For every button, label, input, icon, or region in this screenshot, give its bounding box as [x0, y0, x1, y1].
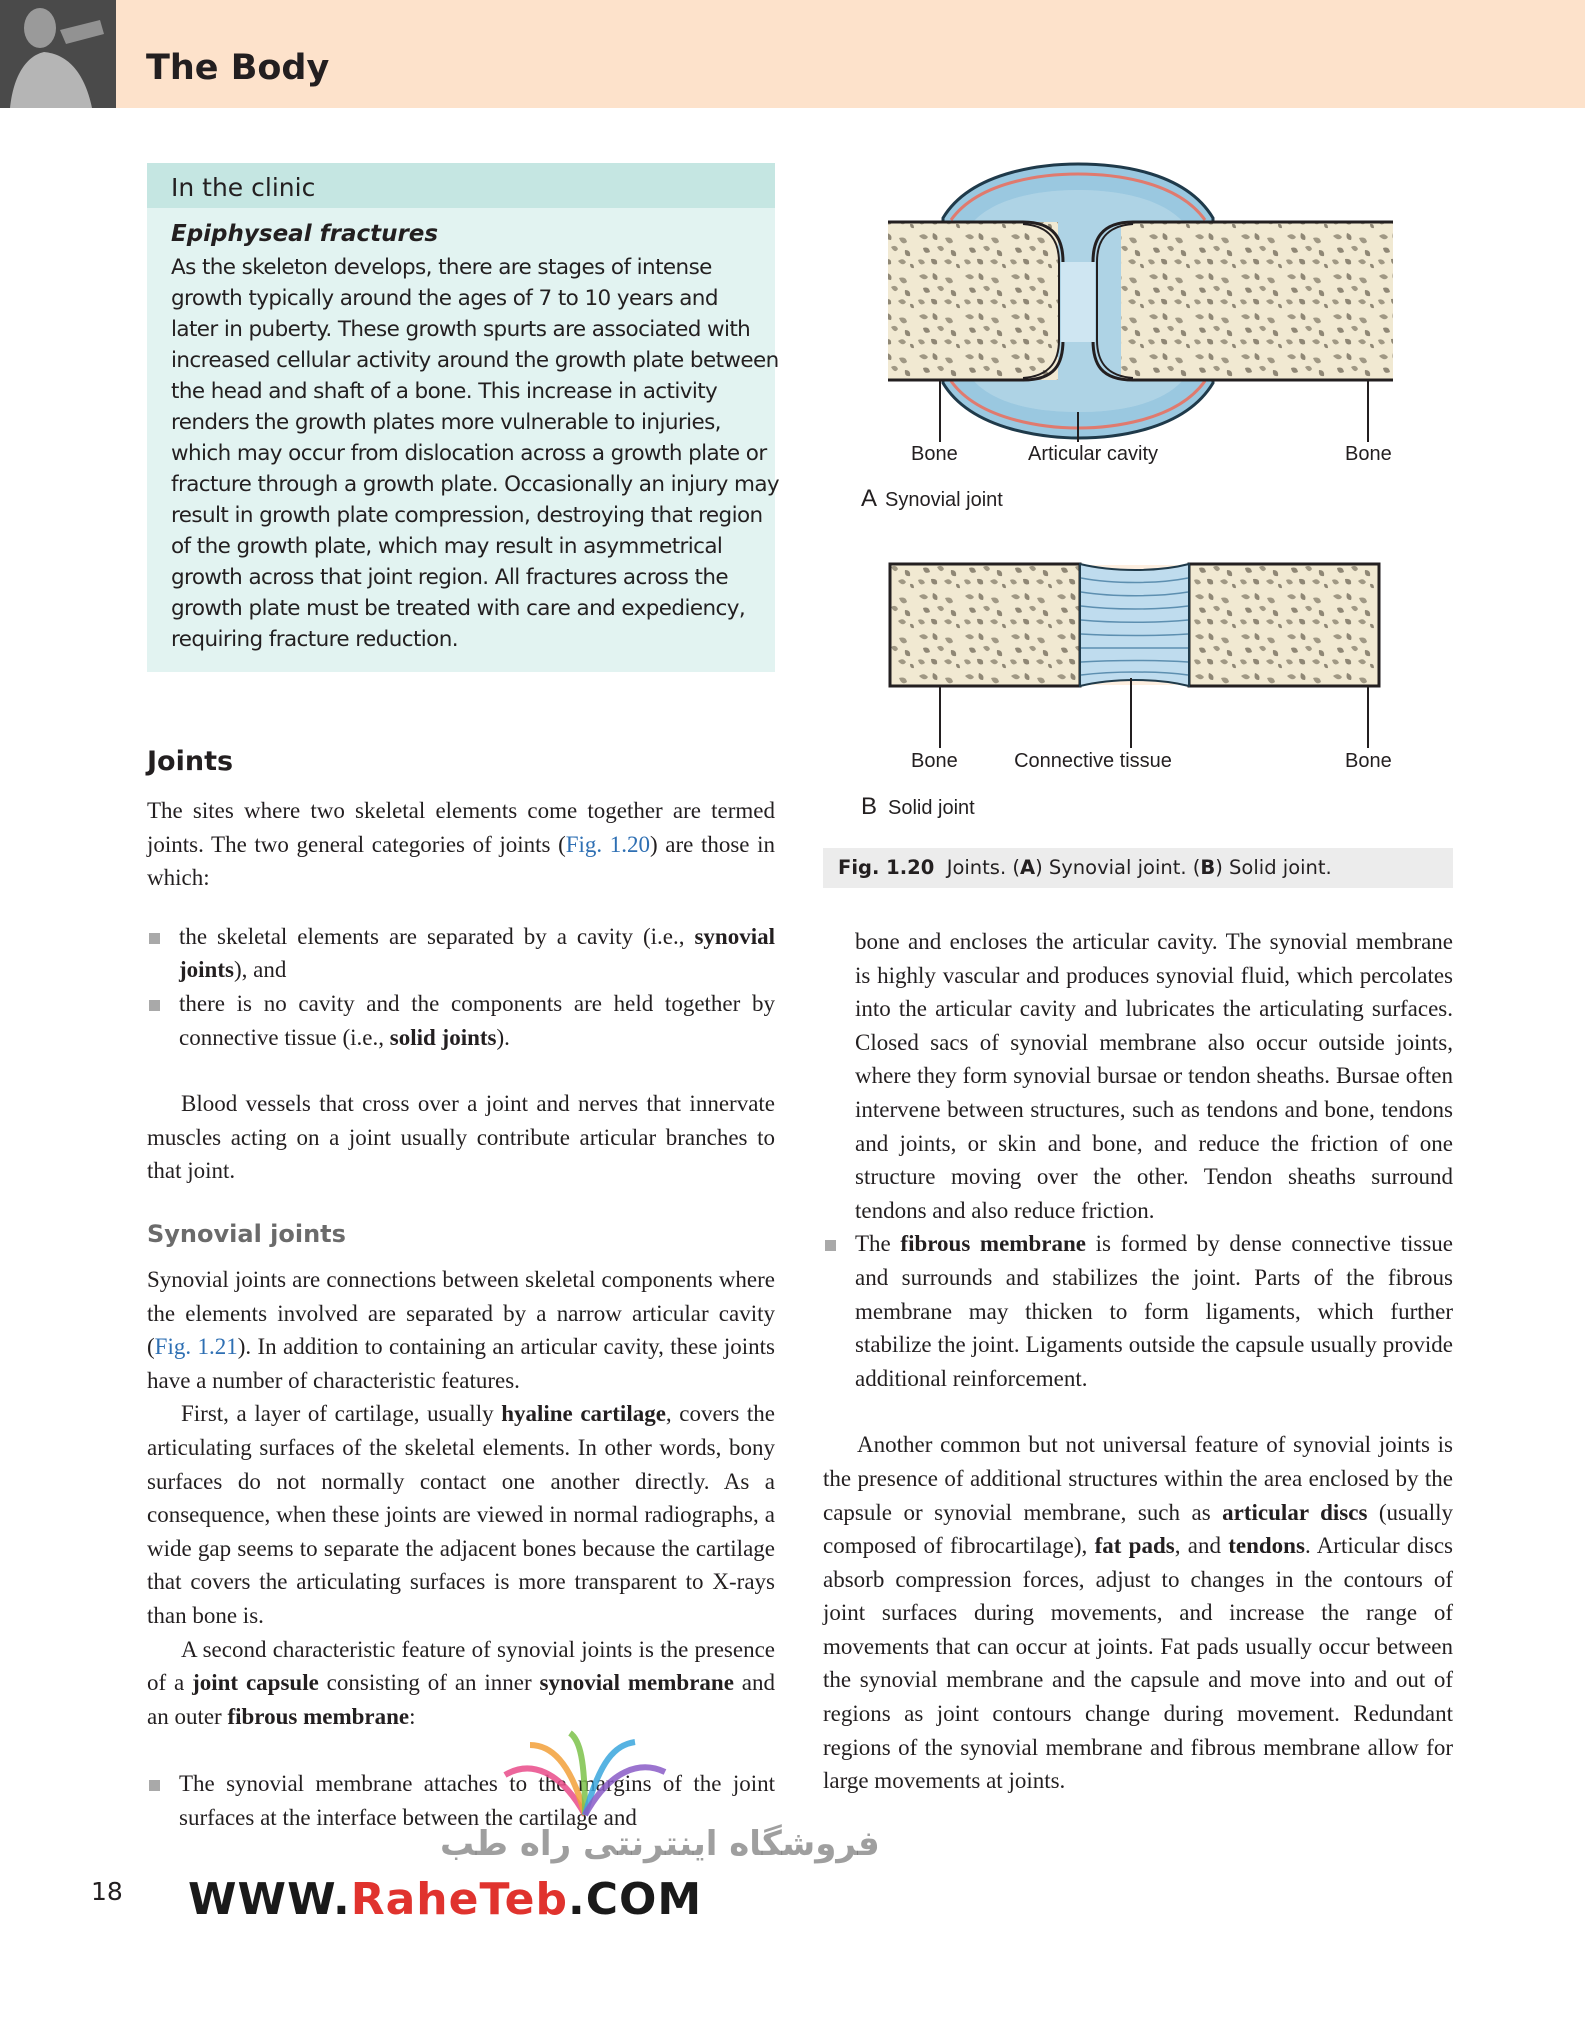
fig-1-20-link[interactable]: Fig. 1.20: [565, 831, 651, 857]
synovial-paragraph-4: Another common but not universal feature of synovial joints is the presence of additional structures within the area enclosed by the capsule or synovial membrane, such as articular discs (usually composed of fibrocartilage), fat pads, and tendons. Articular discs absorb compression forces, adjust to changes in the contours of joint surfaces during movements, and increase the range of movements that can occur at joints. Fat pads usually occur between the synovial membrane and the capsule and move into and out of regions as joint contours change during movement. Redundant regions of the synovial membrane and fibrous membrane allow for large movements at joints.: [823, 1432, 1454, 1794]
page-number: 18: [91, 1877, 123, 1906]
panel-a-label-bone-right: Bone: [1345, 443, 1392, 465]
joints-intro-paragraph: The sites where two skeletal elements come together are termed joints. The two general categories of joints (Fig. 1.20) are those in which:: [147, 798, 775, 891]
section-heading-synovial-joints: Synovial joints: [147, 1220, 346, 1248]
figure-joints: [823, 150, 1455, 885]
panel-b-label-bone-left: Bone: [911, 750, 958, 772]
synovial-paragraph-3: A second characteristic feature of synovial joints is the presence of a joint capsule consisting of an inner synovial membrane and an outer fibrous membrane:: [147, 1636, 775, 1729]
panel-b-label-connective-tissue: Connective tissue: [1014, 750, 1172, 772]
figure-caption: Fig. 1.20 Joints. (A) Synovial joint. (B) Solid joint.: [823, 848, 1453, 888]
clinic-box-body: As the skeleton develops, there are stages of intense growth typically around the ages of 7 to 10 years and later in puberty. These growth spurts are associated with increased cellular activity around the growth plate between the head and shaft of a bone. This increase in activity renders the growth plates more vulnerable to injuries, which may occur from dislocation across a growth plate or fracture through a growth plate. Occasionally an injury may result in growth plate compression, destroying that region of the growth plate, which may result in asymmetrical growth across that joint region. All fractures across the growth plate must be treated with care and expediency, requiring fracture reduction.: [171, 255, 780, 652]
bullet-synovial-membrane: The synovial membrane attaches to the margins of the joint surfaces at the interface between the cartilage and: [147, 1767, 775, 1834]
paragraph-blood-vessels: Blood vessels that cross over a joint and nerves that innervate muscles acting on a joint usually contribute articular branches to that joint.: [147, 1091, 775, 1184]
clinic-box-heading: In the clinic: [147, 163, 775, 208]
panel-a-title: Synovial joint: [885, 489, 1003, 511]
panel-b-label-bone-right: Bone: [1345, 750, 1392, 772]
clinic-box: [147, 163, 780, 672]
bullet-fibrous-membrane: The fibrous membrane is formed by dense connective tissue and surrounds and stabilizes the joint. Parts of the fibrous membrane may thicken to form ligaments, which further stabilize the joint. Ligaments outside the capsule usually provide additional reinforcement.: [823, 1227, 1453, 1395]
fig-1-21-link[interactable]: Fig. 1.21: [154, 1334, 238, 1360]
panel-b-letter: B: [861, 793, 878, 820]
panel-b-title: Solid joint: [888, 797, 975, 819]
bullet-solid-joints: there is no cavity and the components are held together by connective tissue (i.e., solid joints).: [147, 987, 775, 1054]
left-column-joints: [147, 794, 775, 1188]
bullet-synovial-joints: the skeletal elements are separated by a cavity (i.e., synovial joints), and: [147, 920, 775, 987]
left-column-synovial: [147, 1263, 775, 1835]
page-header: [0, 0, 1585, 108]
panel-a-label-bone-left: Bone: [911, 443, 958, 465]
panel-a-label-articular-cavity: Articular cavity: [1027, 443, 1159, 465]
section-heading-joints: Joints: [147, 746, 234, 777]
watermark-persian-text: فروشگاه اینترنتی راه طب: [440, 1824, 880, 1864]
figure-caption-ref: Fig. 1.20: [838, 856, 935, 879]
watermark-book-logo: [500, 1730, 670, 1820]
page-title: The Body: [146, 48, 330, 88]
synovial-paragraph-2: First, a layer of cartilage, usually hyaline cartilage, covers the articulating surfaces of the skeletal elements. In other words, bony surfaces do not normally contact one another directly. As a consequence, when these joints are viewed in normal radiographs, a wide gap seems to separate the adjacent bones because the cartilage that covers the articulating surfaces is more transparent to X-rays than bone is.: [147, 1401, 775, 1628]
panel-a-letter: A: [861, 485, 878, 512]
joints-illustration: [823, 150, 1455, 850]
clinic-box-subheading: Epiphyseal fractures: [171, 221, 439, 247]
header-thumbnail-image: [0, 0, 116, 108]
synovial-membrane-continuation: bone and encloses the articular cavity. The synovial membrane is highly vascular and produces synovial fluid, which percolates into the articular cavity and lubricates the articulating surfaces. Closed sacs of synovial membrane also occur outside joints, where they form synovial bursae or tendon sheaths. Bursae often intervene between structures, such as tendons and bone, tendons and joints, or skin and bone, and reduce the friction of one structure moving over the other. Tendon sheaths surround tendons and also reduce friction.: [855, 929, 1453, 1223]
watermark-url: WWW.RaheTeb.COM: [188, 1874, 703, 1925]
synovial-paragraph-1: Synovial joints are connections between skeletal components where the elements involved are separated by a narrow articular cavity (Fig. 1.21). In addition to containing an articular cavity, these joints have a number of characteristic features.: [147, 1267, 775, 1393]
right-column: [823, 925, 1453, 1798]
